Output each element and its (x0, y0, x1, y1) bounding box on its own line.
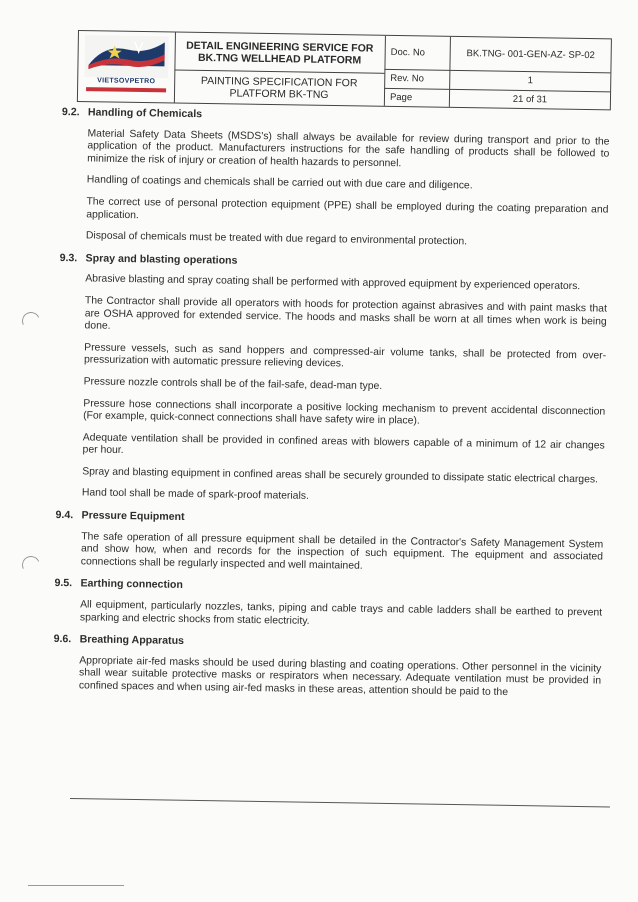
section-number: 9.5. (54, 577, 73, 590)
doc-no-value: BK.TNG- 001-GEN-AZ- SP-02 (466, 48, 595, 62)
section-heading (55, 509, 603, 530)
section-number: 9.3. (59, 251, 78, 265)
paragraph: Appropriate air-fed masks should be used during blasting and coating operations. Other personnel in the vicinity shall wear suitable protective masks or respirators when necessary. Adequate ventilation must be provided in confined spaces and when using air-fed masks in these areas, attention should be paid to the (78, 655, 602, 699)
rev-no-value: 1 (527, 75, 533, 87)
paragraph: Material Safety Data Sheets (MSDS's) shall always be available for review during transport and prior to the application of the product. Manufacturers instructions for the safe handling of products shall be followed to minimize the risk of injury or creation of health hazards to personnel. (87, 127, 610, 170)
paragraph: Pressure vessels, such as sand hoppers and compressed-air volume tanks, shall be protected from over-pressurization with automatic pressure relieving devices. (83, 342, 607, 370)
section-heading (62, 106, 610, 127)
paragraph: Spray and blasting equipment in confined areas shall be securely grounded to dissipate static electrical charges. (82, 466, 599, 486)
section-title: Pressure Equipment (81, 509, 185, 524)
paragraph: Adequate ventilation shall be provided in confined areas with blowers capable of a minimum of 12 air changes per hour. (82, 432, 605, 457)
section-number: 9.4. (55, 509, 74, 522)
section-heading (60, 252, 608, 273)
project-title-line1: DETAIL ENGINEERING SERVICE FOR (186, 39, 374, 55)
section-title: Spray and blasting operations (85, 252, 238, 267)
paragraph: Hand tool shall be made of spark-proof materials. (81, 487, 309, 503)
section-title: Breathing Apparatus (79, 633, 185, 648)
document-header-table (77, 30, 612, 110)
document-title-line1: PAINTING SPECIFICATION FOR (200, 74, 358, 90)
doc-no-label: Doc. No (384, 36, 451, 70)
logo-stripe (86, 87, 166, 92)
section-title: Handling of Chemicals (87, 106, 203, 121)
section-number: 9.6. (53, 633, 72, 646)
page-bottom-rule (70, 798, 610, 807)
paragraph: Abrasive blasting and spray coating shall be performed with approved equipment by experienced operators. (85, 273, 581, 293)
paragraph: Pressure nozzle controls shall be of the fail-safe, dead-man type. (83, 376, 383, 392)
section-title: Earthing connection (80, 577, 184, 592)
punch-hole-mark (19, 309, 42, 332)
punch-hole-mark (19, 553, 42, 576)
paragraph: Handling of coatings and chemicals shall be carried out with due care and diligence. (86, 174, 473, 192)
doc-no-row (384, 36, 611, 74)
paragraph: Pressure hose connections shall incorporate a positive locking mechanism to prevent accidental disconnection (For example, quick-connect connections shall have safety wire in place). (83, 397, 606, 427)
section-number: 9.2. (61, 106, 80, 119)
header-title-cell (174, 33, 386, 106)
paragraph: The correct use of personal protection equipment (PPE) shall be employed during the coating preparation and application. (86, 196, 609, 221)
company-emblem-icon (84, 35, 169, 78)
section-9-6 (53, 633, 602, 701)
scan-edge-line (28, 885, 124, 886)
section-9-2 (60, 106, 610, 251)
page-value: 21 of 31 (512, 93, 548, 105)
document-title (174, 71, 384, 106)
section-9-3 (56, 252, 608, 509)
project-title-line2: BK.TNG WELLHEAD PLATFORM (197, 51, 362, 67)
section-9-5 (54, 577, 603, 632)
logo-text: VIETSOVPETRO (97, 77, 156, 86)
section-9-4 (55, 509, 604, 577)
page-label: Page (384, 88, 450, 107)
rev-no-label: Rev. No (384, 69, 450, 89)
document-body (53, 106, 610, 710)
section-heading (54, 633, 602, 654)
section-heading (54, 577, 602, 598)
project-title (174, 33, 385, 74)
header-meta-cell (384, 36, 611, 110)
paragraph: The safe operation of all pressure equipment shall be detailed in the Contractor's Safety Management System and show how, when and records for the inspection of such equipment. The equipment and associated connections shall be regularly inspected and well maintained. (80, 531, 604, 572)
document-title-line2: PLATFORM BK-TNG (229, 87, 329, 101)
paragraph: Disposal of chemicals must be treated with due regard to environmental protection. (85, 230, 468, 248)
paragraph: The Contractor shall provide all operators with hoods for protection against abrasives and with paint masks that are OSHA approved for extended service. The hoods and masks shall be worn at all times when work is being done. (84, 295, 607, 332)
company-logo (78, 31, 176, 103)
page-row (384, 88, 610, 110)
paragraph: All equipment, particularly nozzles, tanks, piping and cable trays and cable ladders shall be earthed to prevent sparking and electric shocks from static electricity. (79, 599, 603, 627)
